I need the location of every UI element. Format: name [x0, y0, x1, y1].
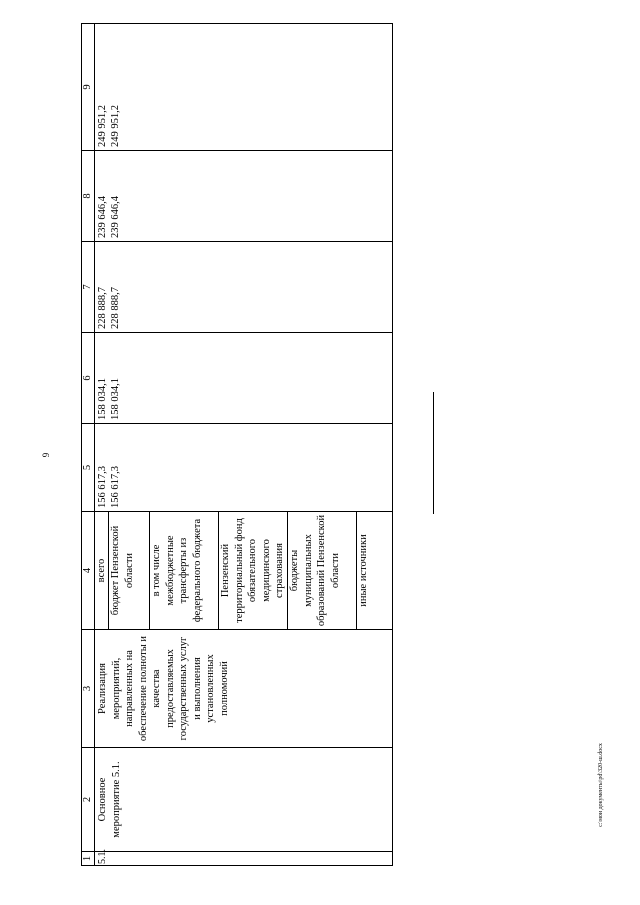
- footer-file-path: c:\мои документы\pd\320-ш.docx: [598, 743, 604, 827]
- value-cell: 239 646,4: [110, 196, 121, 238]
- value-col-9: [95, 24, 393, 151]
- value-cell: 158 034,1: [110, 378, 121, 420]
- header-cell-3: 3: [82, 630, 95, 748]
- header-cell-8: 8: [82, 151, 95, 242]
- source-label: бюджет Пензенской области: [109, 512, 150, 629]
- value-cell: 228 888,7: [110, 287, 121, 329]
- table-row: [95, 24, 393, 866]
- source-label: бюджеты муниципальных образований Пензенской области: [288, 512, 357, 629]
- footer: [596, 720, 606, 850]
- page-number: 9: [41, 452, 51, 458]
- program-table: [81, 23, 393, 866]
- header-cell-7: 7: [82, 242, 95, 333]
- source-label: иные источники: [358, 534, 369, 607]
- value-col-7: [95, 242, 393, 333]
- header-cell-4: 4: [82, 512, 95, 630]
- header-row: [82, 24, 95, 866]
- header-cell-1: 1: [82, 852, 95, 866]
- row-number: 5.1.: [95, 852, 393, 866]
- value-col-6: [95, 333, 393, 424]
- measure-name: Основное мероприятие 5.1.: [95, 748, 393, 852]
- header-cell-5: 5: [82, 424, 95, 512]
- header-cell-2: 2: [82, 748, 95, 852]
- header-cell-9: 9: [82, 24, 95, 151]
- value-col-5: [95, 424, 393, 512]
- program-table-container: [81, 24, 393, 866]
- measure-description: Реализация мероприятий, направленных на обеспечение полноты и качества предоставляемых государственных услуг и выполнения установленных полномочий: [95, 630, 393, 748]
- source-label: в том числе межбюджетные трансферты из федерального бюджета: [150, 512, 219, 629]
- separator-line: [433, 392, 434, 514]
- value-cell: 249 951,2: [110, 105, 121, 147]
- value-cell: 158 034,1: [97, 378, 108, 420]
- source-label: Пензенский территориальный фонд обязательного медицинского страхования: [219, 512, 288, 629]
- value-col-8: [95, 151, 393, 242]
- header-cell-6: 6: [82, 333, 95, 424]
- value-cell: 239 646,4: [97, 196, 108, 238]
- source-label: всего: [95, 512, 109, 629]
- value-cell: 249 951,2: [97, 105, 108, 147]
- value-cell: 228 888,7: [97, 287, 108, 329]
- value-cell: 156 617,3: [97, 466, 108, 508]
- sources-cell: [95, 512, 393, 630]
- value-cell: 156 617,3: [110, 466, 121, 508]
